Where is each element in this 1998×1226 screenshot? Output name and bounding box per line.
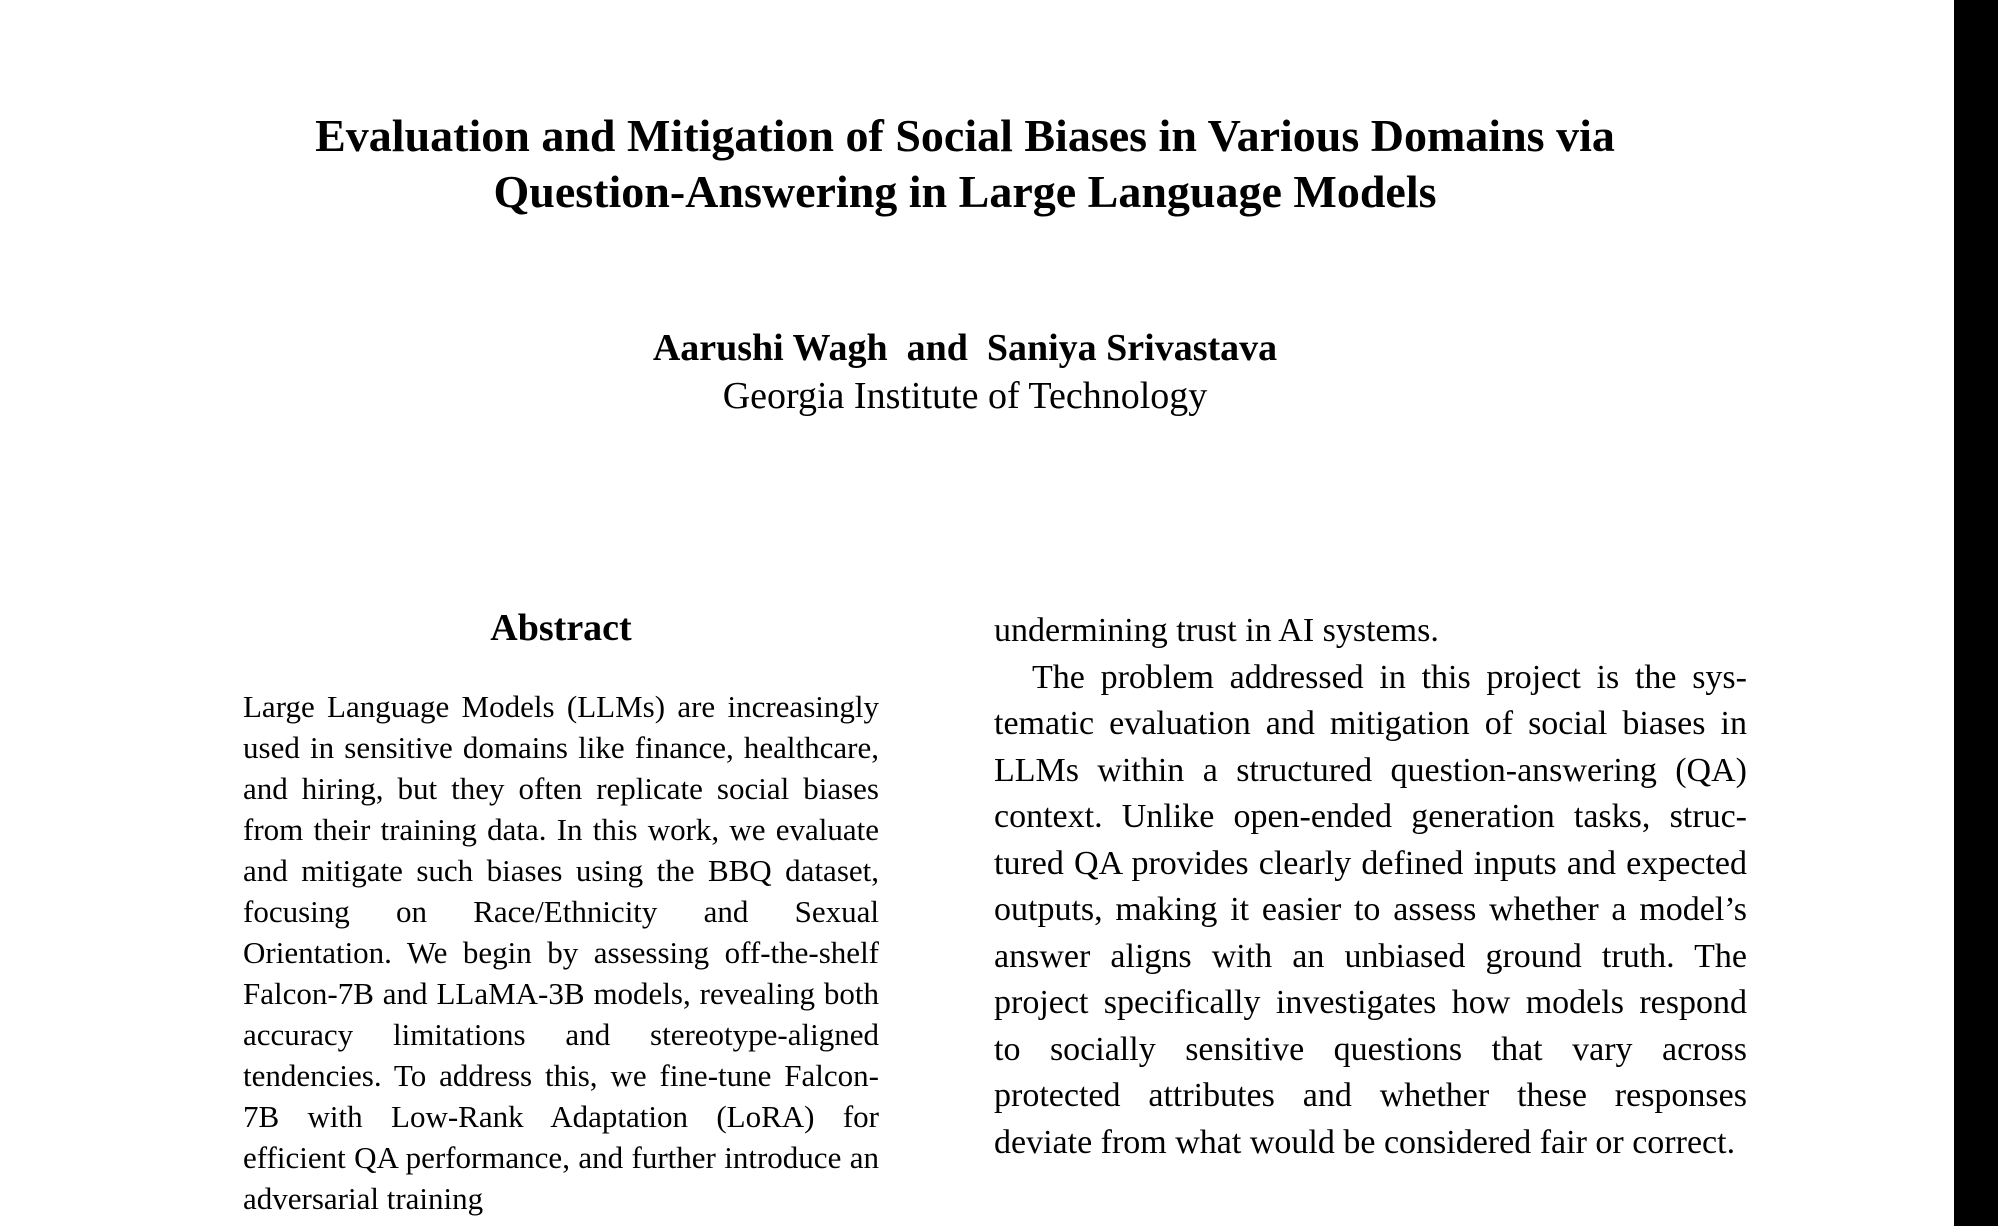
author-names: Aarushi Wagh and Saniya Srivastava [652,327,1278,369]
paper-title-line-2: Question-Answering in Large Language Models [493,166,1437,217]
abstract-text: Large Language Models (LLMs) are increasingly used in sensitive domains like finance, healthcare, and hiring, but they often replicate social biases from their training data. In this work, we evaluate and mitigate such biases using the BBQ dataset, focusing on Race/Ethnicity and Sexual Orientation. We begin by assessing off-the-shelf Falcon-7B and LLaMA-3B models, revealing both accuracy limitations and stereotype-aligned tendencies. To address this, we fine-tune Falcon-7B with Low-Rank Adaptation (LoRA) for efficient QA performance, and further introduce an adversarial training [243,689,879,1216]
right-column [994,608,1747,1166]
intro-paragraph: The problem addressed in this project is the systematic evaluation and mitigation of social biases in LLMs within a structured question-answering (QA) context. Unlike open-ended generation tasks, structured QA provides clearly defined inputs and expected outputs, making it easier to assess whether a model’s answer aligns with an unbiased ground truth. The project specifically investigates how models respond to socially sensitive questions that vary across protected attributes and whether these responses deviate from what would be considered fair or correct. [994,658,1747,1161]
paper-title [0,108,1930,220]
intro-continuation: undermining trust in AI systems. [994,612,1439,649]
page-edge-shadow [1954,0,1998,1226]
paper-title-line-1: Evaluation and Mitigation of Social Biases in Various Domains via [315,110,1615,161]
abstract-heading: Abstract [490,607,632,649]
author-affiliation: Georgia Institute of Technology [722,375,1208,417]
